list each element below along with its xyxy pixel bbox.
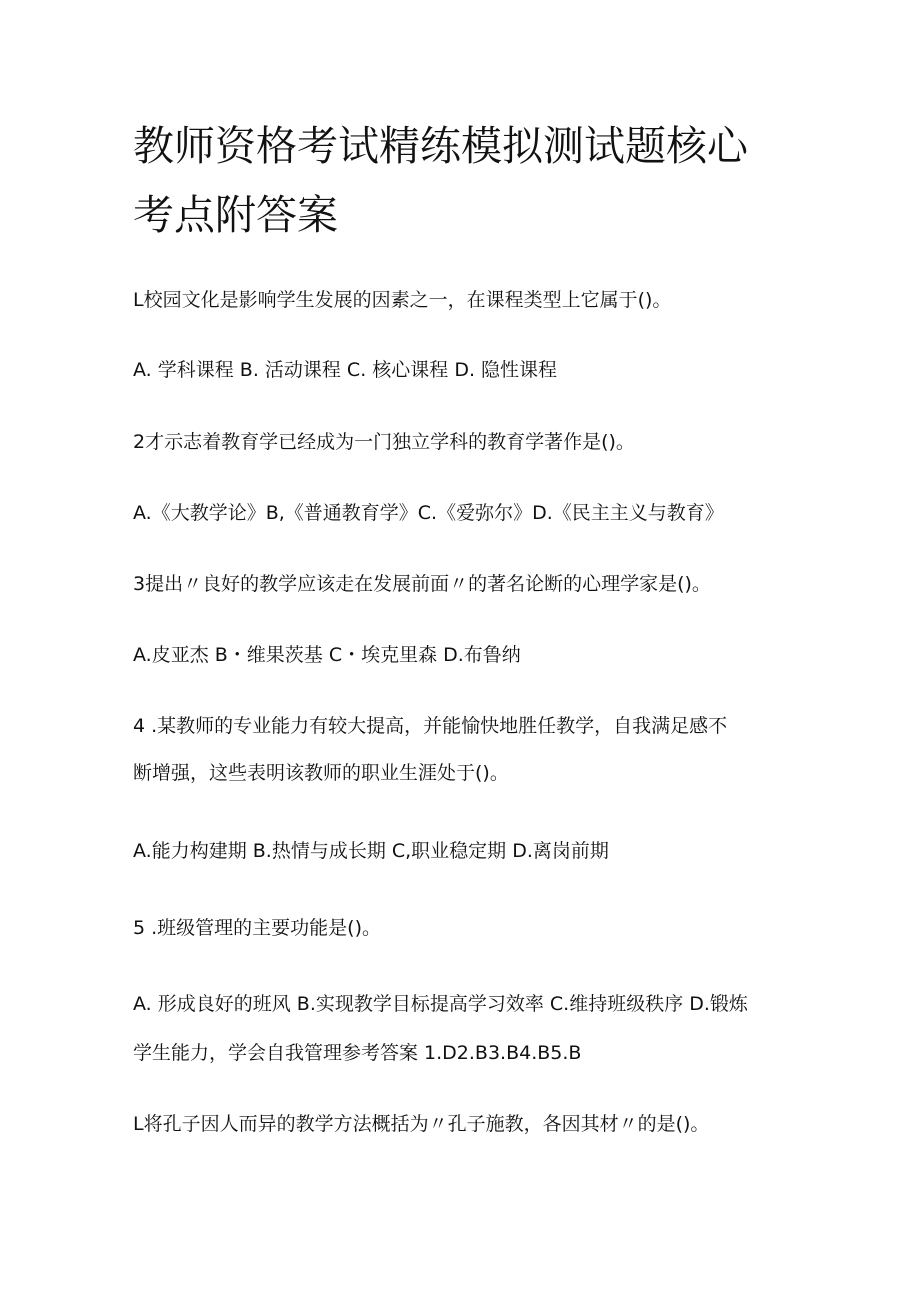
question-3-options: A.皮亚杰 B・维果茨基 C・埃克里森 D.布鲁纳 — [133, 644, 521, 666]
question-1-stem: L校园文化是影响学生发展的因素之一，在课程类型上它属于()。 — [133, 289, 672, 311]
question-3-stem: 3提出〃良好的教学应该走在发展前面〃的著名论断的心理学家是()。 — [133, 573, 711, 595]
question-5-options-and-answers: 学生能力，学会自我管理参考答案 1.D2.B3.B4.B5.B — [133, 1042, 582, 1064]
document-title-line-1: 教师资格考试精练模拟测试题核心 — [133, 122, 748, 170]
question-1-options: A. 学科课程 B. 活动课程 C. 核心课程 D. 隐性课程 — [133, 359, 558, 381]
question-5-stem: 5 .班级管理的主要功能是()。 — [133, 917, 381, 939]
question-4-options: A.能力构建期 B.热情与成长期 C,职业稳定期 D.离岗前期 — [133, 840, 609, 862]
question-5-options-line-1: A. 形成良好的班风 B.实现教学目标提高学习效率 C.维持班级秩序 D.锻炼 — [133, 993, 748, 1015]
question-4-stem-line-1: 4 .某教师的专业能力有较大提高，并能愉快地胜任教学，自我满足感不 — [133, 715, 728, 737]
next-section-question-1-stem: L将孔子因人而异的教学方法概括为〃孔子施教，各因其材〃的是()。 — [133, 1113, 710, 1135]
document-title-line-2: 考点附答案 — [133, 191, 338, 239]
question-2-options: A.《大教学论》B,《普通教育学》C.《爱弥尔》D.《民主主义与教育》 — [133, 502, 724, 524]
question-4-stem-line-2: 断增强，这些表明该教师的职业生涯处于()。 — [133, 762, 509, 784]
question-2-stem: 2才示志着教育学已经成为一门独立学科的教育学著作是()。 — [133, 431, 635, 453]
